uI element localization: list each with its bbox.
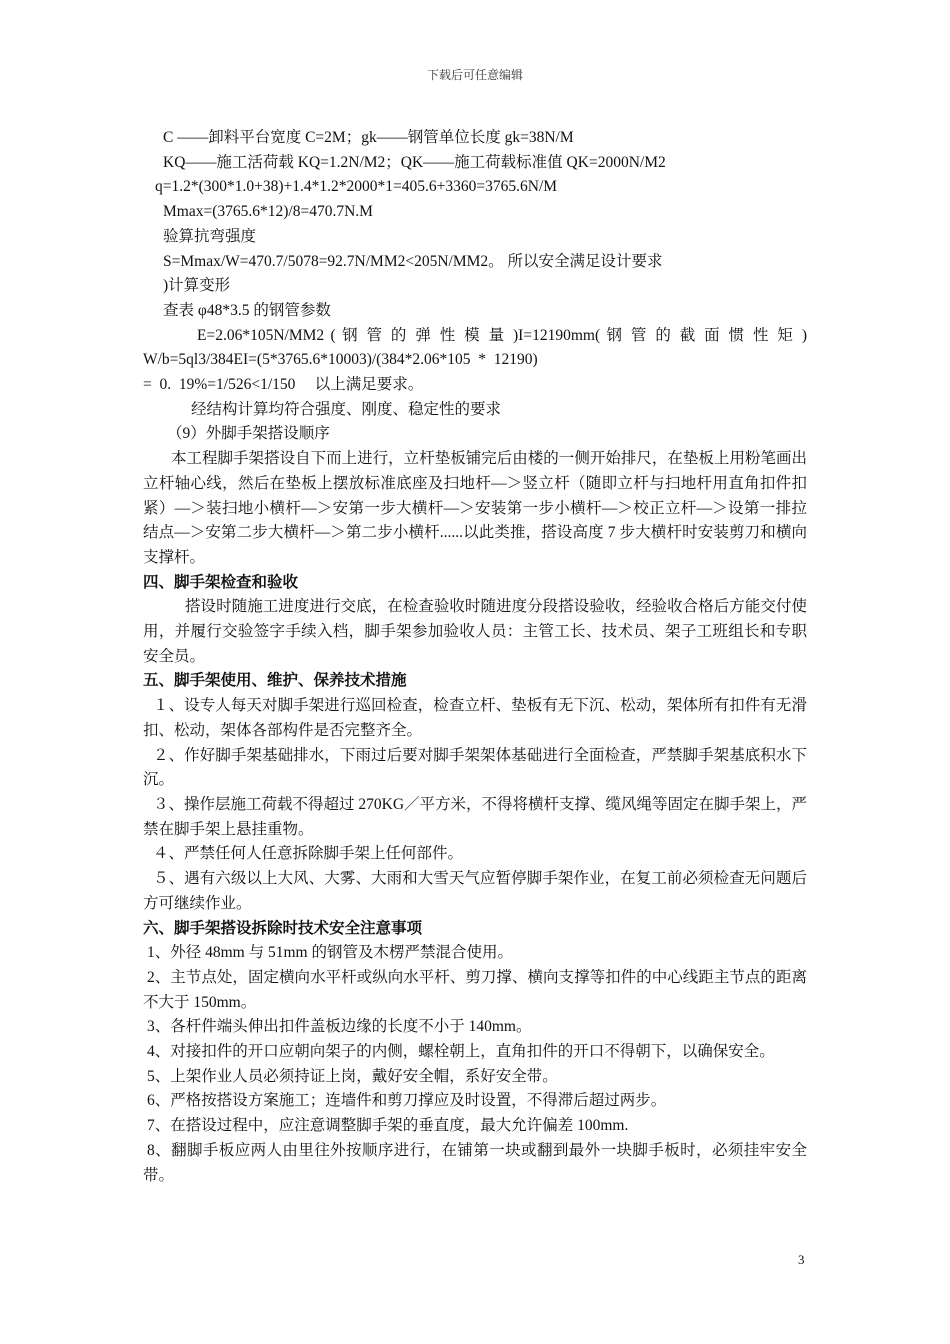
formula-line: W/b=5ql3/384EI=(5*3765.6*10003)/(384*2.06*105 * 12190) (143, 351, 538, 369)
list-item: 3、各杆件端头伸出扣件盖板边缘的长度不小于 140mm。 (147, 1018, 532, 1036)
document-body (143, 126, 807, 1188)
formula-line: 经结构计算均符合强度、刚度、稳定性的要求 (191, 400, 502, 418)
list-item: 8、翻脚手板应两人由里往外按顺序进行，在铺第一块或翻到最外一块脚手板时，必须挂牢安全带。 (143, 1141, 807, 1184)
list-item: 2、主节点处，固定横向水平杆或纵向水平杆、剪刀撑、横向支撑等扣件的中心线距主节点的距离不大于 150mm。 (143, 968, 807, 1011)
page-header: 下载后可任意编辑 (426, 68, 523, 82)
formula-line: C ——卸料平台宽度 C=2M；gk——钢管单位长度 gk=38N/M (163, 129, 574, 146)
paragraph: 搭设时随施工进度进行交底，在检查验收时随进度分段搭设验收，经验收合格后方能交付使用，并履行交验签字手续入档，脚手架参加验收人员：主管工长、技术员、架子工班组长和专职安全员。 (143, 598, 807, 665)
subsection-title: （9）外脚手架搭设顺序 (167, 425, 330, 443)
formula-line: = 0. 19%=1/526<1/150 以上满足要求。 (143, 376, 424, 394)
list-item: 1、外径 48mm 与 51mm 的钢管及木楞严禁混合使用。 (147, 944, 513, 962)
list-item: ５、遇有六级以上大风、大雾、大雨和大雪天气应暂停脚手架作业，在复工前必须检查无问题后方可继续作业。 (143, 870, 807, 912)
formula-line: Mmax=(3765.6*12)/8=470.7N.M (163, 203, 373, 221)
list-item: １、设专人每天对脚手架进行巡回检查，检查立杆、垫板有无下沉、松动，架体所有扣件有无滑扣、松动，架体各部构件是否完整齐全。 (143, 697, 807, 739)
page-number: 3 (798, 1252, 805, 1267)
list-item: 7、在搭设过程中，应注意调整脚手架的垂直度，最大允许偏差 100mm. (147, 1117, 629, 1135)
formula-line: E=2.06*105N/MM2 ( 钢 管 的 弹 性 模 量 )I=12190mm( 钢 管 的 截 面 惯 性 矩 ) (197, 326, 807, 344)
paragraph: 本工程脚手架搭设自下而上进行，立杆垫板铺完后由楼的一侧开始排尺，在垫板上用粉笔画出立杆轴心线，然后在垫板上摆放标准底座及扫地杆—＞竖立杆（随即立杆与扫地杆用直角扣件扣紧）—＞装扫地小横杆—＞安第一步大横杆—＞安装第一步小横杆—＞校正立杆—＞设第一排拉结点—＞安第二步大横杆—＞第二步小横杆......以此类推，搭设高度 7 步大横杆时安装剪刀和横向支撑杆。 (143, 450, 807, 566)
formula-line: S=Mmax/W=470.7/5078=92.7N/MM2<205N/MM2。 所以安全满足设计要求 (163, 252, 663, 270)
section-heading: 五、脚手架使用、维护、保养技术措施 (143, 672, 407, 690)
list-item: ４、严禁任何人任意拆除脚手架上任何部件。 (153, 845, 464, 863)
list-item: 6、严格按搭设方案施工；连墙件和剪刀撑应及时设置，不得滞后超过两步。 (147, 1092, 667, 1110)
formula-line: 验算抗弯强度 (163, 227, 257, 245)
formula-line: )计算变形 (163, 277, 231, 295)
section-heading: 六、脚手架搭设拆除时技术安全注意事项 (143, 919, 423, 937)
list-item: ２、作好脚手架基础排水，下雨过后要对脚手架架体基础进行全面检查，严禁脚手架基底积水下沉。 (143, 746, 807, 789)
formula-line: q=1.2*(300*1.0+38)+1.4*1.2*2000*1=405.6+3360=3765.6N/M (155, 178, 558, 196)
list-item: ３、操作层施工荷载不得超过 270KG／平方米，不得将横杆支撑、缆风绳等固定在脚手架上，严禁在脚手架上悬挂重物。 (143, 795, 808, 838)
formula-line: 查表 φ48*3.5 的钢管参数 (163, 301, 331, 319)
section-heading: 四、脚手架检查和验收 (143, 573, 299, 591)
list-item: 4、对接扣件的开口应朝向架子的内侧，螺栓朝上，直角扣件的开口不得朝下，以确保安全。 (147, 1043, 775, 1061)
formula-line: KQ——施工活荷载 KQ=1.2N/M2；QK——施工荷载标准值 QK=2000N/M2 (163, 153, 666, 171)
list-item: 5、上架作业人员必须持证上岗，戴好安全帽，系好安全带。 (147, 1067, 558, 1085)
